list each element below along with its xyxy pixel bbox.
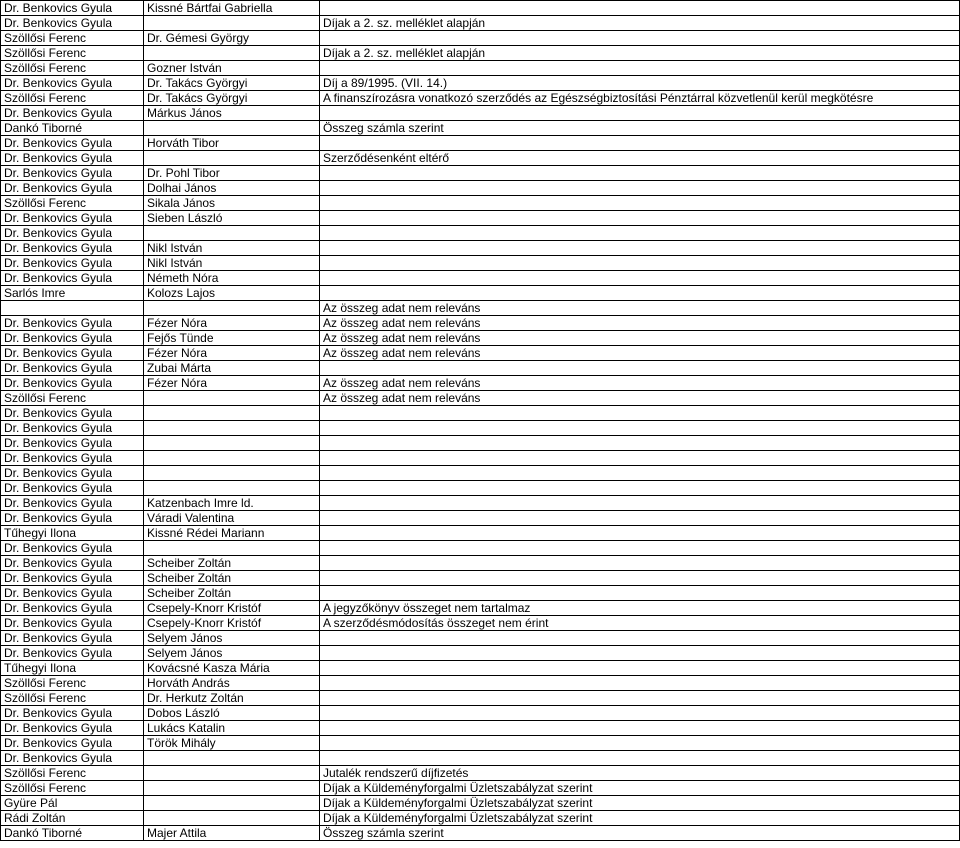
table-row <box>1 586 960 601</box>
cell-responsible: Szöllősi Ferenc <box>1 61 144 76</box>
cell-note <box>320 241 960 256</box>
cell-responsible: Szöllősi Ferenc <box>1 391 144 406</box>
cell-note <box>320 496 960 511</box>
cell-responsible: Szöllősi Ferenc <box>1 676 144 691</box>
cell-note <box>320 136 960 151</box>
cell-responsible: Dr. Benkovics Gyula <box>1 751 144 766</box>
cell-partner <box>144 451 320 466</box>
cell-note: Díjak a 2. sz. melléklet alapján <box>320 46 960 61</box>
cell-partner: Horváth Tibor <box>144 136 320 151</box>
cell-responsible <box>1 301 144 316</box>
table-row <box>1 121 960 136</box>
cell-responsible: Szöllősi Ferenc <box>1 781 144 796</box>
cell-partner <box>144 466 320 481</box>
cell-responsible: Dr. Benkovics Gyula <box>1 586 144 601</box>
cell-note: Jutalék rendszerű díjfizetés <box>320 766 960 781</box>
cell-partner: Selyem János <box>144 631 320 646</box>
cell-responsible: Dr. Benkovics Gyula <box>1 406 144 421</box>
table-row <box>1 16 960 31</box>
table-row <box>1 31 960 46</box>
cell-responsible: Dr. Benkovics Gyula <box>1 136 144 151</box>
cell-partner <box>144 46 320 61</box>
cell-note <box>320 466 960 481</box>
cell-partner: Márkus János <box>144 106 320 121</box>
cell-partner: Fejős Tünde <box>144 331 320 346</box>
cell-partner <box>144 406 320 421</box>
cell-note: A szerződésmódosítás összeget nem érint <box>320 616 960 631</box>
cell-responsible: Dr. Benkovics Gyula <box>1 436 144 451</box>
table-row <box>1 1 960 16</box>
table-row <box>1 541 960 556</box>
cell-responsible: Dr. Benkovics Gyula <box>1 421 144 436</box>
cell-responsible: Tűhegyi Ilona <box>1 661 144 676</box>
cell-partner: Scheiber Zoltán <box>144 586 320 601</box>
table-row <box>1 601 960 616</box>
cell-partner <box>144 796 320 811</box>
cell-partner: Scheiber Zoltán <box>144 556 320 571</box>
cell-note <box>320 361 960 376</box>
cell-partner: Fézer Nóra <box>144 346 320 361</box>
table-row <box>1 331 960 346</box>
cell-note <box>320 676 960 691</box>
table-row <box>1 136 960 151</box>
cell-partner <box>144 151 320 166</box>
table-row <box>1 346 960 361</box>
cell-note <box>320 556 960 571</box>
table-row <box>1 166 960 181</box>
table-row <box>1 481 960 496</box>
cell-responsible: Dr. Benkovics Gyula <box>1 76 144 91</box>
cell-responsible: Dr. Benkovics Gyula <box>1 166 144 181</box>
table-row <box>1 436 960 451</box>
table-row <box>1 271 960 286</box>
cell-note: Díjak a 2. sz. melléklet alapján <box>320 16 960 31</box>
cell-note <box>320 736 960 751</box>
cell-partner: Török Mihály <box>144 736 320 751</box>
cell-responsible: Dr. Benkovics Gyula <box>1 496 144 511</box>
cell-responsible: Dr. Benkovics Gyula <box>1 706 144 721</box>
cell-note: A jegyzőkönyv összeget nem tartalmaz <box>320 601 960 616</box>
table-row <box>1 361 960 376</box>
cell-responsible: Dr. Benkovics Gyula <box>1 601 144 616</box>
cell-partner: Fézer Nóra <box>144 376 320 391</box>
cell-partner <box>144 781 320 796</box>
table-body <box>1 1 960 841</box>
cell-responsible: Dankó Tiborné <box>1 826 144 841</box>
cell-responsible: Dr. Benkovics Gyula <box>1 631 144 646</box>
cell-note <box>320 646 960 661</box>
cell-responsible: Dr. Benkovics Gyula <box>1 16 144 31</box>
cell-responsible: Dr. Benkovics Gyula <box>1 331 144 346</box>
cell-responsible: Dr. Benkovics Gyula <box>1 256 144 271</box>
cell-responsible: Dr. Benkovics Gyula <box>1 226 144 241</box>
cell-partner: Kissné Bártfai Gabriella <box>144 1 320 16</box>
cell-responsible: Dr. Benkovics Gyula <box>1 151 144 166</box>
cell-note <box>320 106 960 121</box>
table-row <box>1 646 960 661</box>
cell-responsible: Szöllősi Ferenc <box>1 91 144 106</box>
cell-partner: Dolhai János <box>144 181 320 196</box>
cell-partner: Dr. Gémesi György <box>144 31 320 46</box>
cell-partner: Zubai Márta <box>144 361 320 376</box>
cell-responsible: Dr. Benkovics Gyula <box>1 511 144 526</box>
cell-partner: Fézer Nóra <box>144 316 320 331</box>
cell-responsible: Dr. Benkovics Gyula <box>1 451 144 466</box>
cell-note <box>320 451 960 466</box>
cell-responsible: Dr. Benkovics Gyula <box>1 571 144 586</box>
cell-note: Az összeg adat nem releváns <box>320 391 960 406</box>
table-row <box>1 46 960 61</box>
cell-partner: Selyem János <box>144 646 320 661</box>
table-row <box>1 631 960 646</box>
cell-note <box>320 181 960 196</box>
cell-partner: Kissné Rédei Mariann <box>144 526 320 541</box>
cell-partner: Horváth András <box>144 676 320 691</box>
cell-responsible: Dr. Benkovics Gyula <box>1 481 144 496</box>
cell-responsible: Dr. Benkovics Gyula <box>1 541 144 556</box>
table-row <box>1 196 960 211</box>
cell-note <box>320 211 960 226</box>
cell-responsible: Dr. Benkovics Gyula <box>1 211 144 226</box>
cell-partner: Dr. Takács Györgyi <box>144 91 320 106</box>
table-row <box>1 391 960 406</box>
cell-note <box>320 691 960 706</box>
table-row <box>1 796 960 811</box>
cell-note: Díjak a Küldeményforgalmi Üzletszabályzat szerint <box>320 811 960 826</box>
cell-partner: Kolozs Lajos <box>144 286 320 301</box>
cell-partner <box>144 226 320 241</box>
cell-responsible: Dr. Benkovics Gyula <box>1 556 144 571</box>
cell-responsible: Szöllősi Ferenc <box>1 766 144 781</box>
table-row <box>1 781 960 796</box>
table-row <box>1 406 960 421</box>
cell-partner: Dobos László <box>144 706 320 721</box>
cell-responsible: Dr. Benkovics Gyula <box>1 271 144 286</box>
cell-note <box>320 226 960 241</box>
cell-partner <box>144 481 320 496</box>
cell-partner: Gozner István <box>144 61 320 76</box>
cell-responsible: Dr. Benkovics Gyula <box>1 376 144 391</box>
cell-note <box>320 631 960 646</box>
cell-partner: Váradi Valentina <box>144 511 320 526</box>
cell-note <box>320 511 960 526</box>
table-row <box>1 556 960 571</box>
table-row <box>1 106 960 121</box>
cell-note <box>320 271 960 286</box>
cell-partner: Majer Attila <box>144 826 320 841</box>
cell-partner: Katzenbach Imre ld. <box>144 496 320 511</box>
cell-partner: Scheiber Zoltán <box>144 571 320 586</box>
cell-note: Szerződésenként eltérő <box>320 151 960 166</box>
cell-responsible: Rádi Zoltán <box>1 811 144 826</box>
cell-partner <box>144 121 320 136</box>
cell-note <box>320 586 960 601</box>
cell-note <box>320 1 960 16</box>
cell-note <box>320 721 960 736</box>
cell-responsible: Dr. Benkovics Gyula <box>1 736 144 751</box>
cell-partner <box>144 391 320 406</box>
cell-partner: Sikala János <box>144 196 320 211</box>
table-row <box>1 241 960 256</box>
cell-note: Díjak a Küldeményforgalmi Üzletszabályzat szerint <box>320 781 960 796</box>
table-row <box>1 376 960 391</box>
cell-responsible: Dr. Benkovics Gyula <box>1 721 144 736</box>
cell-partner: Dr. Takács Györgyi <box>144 76 320 91</box>
cell-note: Az összeg adat nem releváns <box>320 301 960 316</box>
cell-partner <box>144 811 320 826</box>
cell-note <box>320 196 960 211</box>
table-row <box>1 616 960 631</box>
cell-note <box>320 526 960 541</box>
table-row <box>1 661 960 676</box>
cell-partner: Németh Nóra <box>144 271 320 286</box>
cell-responsible: Szöllősi Ferenc <box>1 196 144 211</box>
cell-partner <box>144 16 320 31</box>
table-row <box>1 226 960 241</box>
cell-note: Díjak a Küldeményforgalmi Üzletszabályzat szerint <box>320 796 960 811</box>
cell-note <box>320 31 960 46</box>
cell-partner: Dr. Herkutz Zoltán <box>144 691 320 706</box>
table-row <box>1 61 960 76</box>
table-row <box>1 421 960 436</box>
cell-note: Összeg számla szerint <box>320 826 960 841</box>
cell-note: Az összeg adat nem releváns <box>320 316 960 331</box>
cell-note <box>320 61 960 76</box>
table-row <box>1 826 960 841</box>
table-row <box>1 811 960 826</box>
cell-note: Díj a 89/1995. (VII. 14.) <box>320 76 960 91</box>
table-row <box>1 691 960 706</box>
cell-note <box>320 166 960 181</box>
cell-note <box>320 256 960 271</box>
cell-partner <box>144 301 320 316</box>
cell-partner <box>144 541 320 556</box>
cell-partner: Dr. Pohl Tibor <box>144 166 320 181</box>
cell-responsible: Dr. Benkovics Gyula <box>1 466 144 481</box>
cell-note <box>320 406 960 421</box>
cell-responsible: Dr. Benkovics Gyula <box>1 106 144 121</box>
cell-responsible: Dr. Benkovics Gyula <box>1 316 144 331</box>
cell-note: A finanszírozásra vonatkozó szerződés az Egészségbiztosítási Pénztárral közvetlenül kerül megkötésre <box>320 91 960 106</box>
cell-note: Az összeg adat nem releváns <box>320 331 960 346</box>
cell-partner: Sieben László <box>144 211 320 226</box>
cell-note <box>320 481 960 496</box>
table-row <box>1 511 960 526</box>
cell-responsible: Szöllősi Ferenc <box>1 46 144 61</box>
cell-responsible: Szöllősi Ferenc <box>1 691 144 706</box>
table-row <box>1 181 960 196</box>
cell-responsible: Szöllősi Ferenc <box>1 31 144 46</box>
cell-note <box>320 751 960 766</box>
table-row <box>1 451 960 466</box>
table-row <box>1 706 960 721</box>
table-row <box>1 676 960 691</box>
table-row <box>1 766 960 781</box>
table-row <box>1 721 960 736</box>
table-row <box>1 526 960 541</box>
cell-note <box>320 706 960 721</box>
cell-responsible: Dr. Benkovics Gyula <box>1 241 144 256</box>
cell-responsible: Dr. Benkovics Gyula <box>1 346 144 361</box>
cell-note <box>320 436 960 451</box>
table-row <box>1 286 960 301</box>
table-row <box>1 571 960 586</box>
cell-partner: Nikl István <box>144 241 320 256</box>
cell-responsible: Dr. Benkovics Gyula <box>1 616 144 631</box>
cell-note <box>320 571 960 586</box>
table-row <box>1 76 960 91</box>
cell-partner <box>144 751 320 766</box>
cell-partner: Csepely-Knorr Kristóf <box>144 601 320 616</box>
cell-note: Összeg számla szerint <box>320 121 960 136</box>
table-row <box>1 91 960 106</box>
table-row <box>1 301 960 316</box>
cell-responsible: Dankó Tiborné <box>1 121 144 136</box>
cell-responsible: Dr. Benkovics Gyula <box>1 646 144 661</box>
cell-note <box>320 421 960 436</box>
table-row <box>1 466 960 481</box>
table-row <box>1 256 960 271</box>
table-row <box>1 736 960 751</box>
table-row <box>1 496 960 511</box>
cell-partner <box>144 436 320 451</box>
table-row <box>1 211 960 226</box>
cell-note: Az összeg adat nem releváns <box>320 346 960 361</box>
cell-note: Az összeg adat nem releváns <box>320 376 960 391</box>
cell-note <box>320 661 960 676</box>
table-row <box>1 151 960 166</box>
cell-note <box>320 541 960 556</box>
cell-responsible: Tűhegyi Ilona <box>1 526 144 541</box>
cell-responsible: Dr. Benkovics Gyula <box>1 181 144 196</box>
cell-responsible: Gyüre Pál <box>1 796 144 811</box>
table-row <box>1 751 960 766</box>
cell-partner <box>144 421 320 436</box>
cell-partner: Nikl István <box>144 256 320 271</box>
cell-responsible: Dr. Benkovics Gyula <box>1 1 144 16</box>
cell-partner <box>144 766 320 781</box>
cell-partner: Csepely-Knorr Kristóf <box>144 616 320 631</box>
cell-partner: Kovácsné Kasza Mária <box>144 661 320 676</box>
cell-note <box>320 286 960 301</box>
table-row <box>1 316 960 331</box>
cell-partner: Lukács Katalin <box>144 721 320 736</box>
cell-responsible: Sarlós Imre <box>1 286 144 301</box>
cell-responsible: Dr. Benkovics Gyula <box>1 361 144 376</box>
